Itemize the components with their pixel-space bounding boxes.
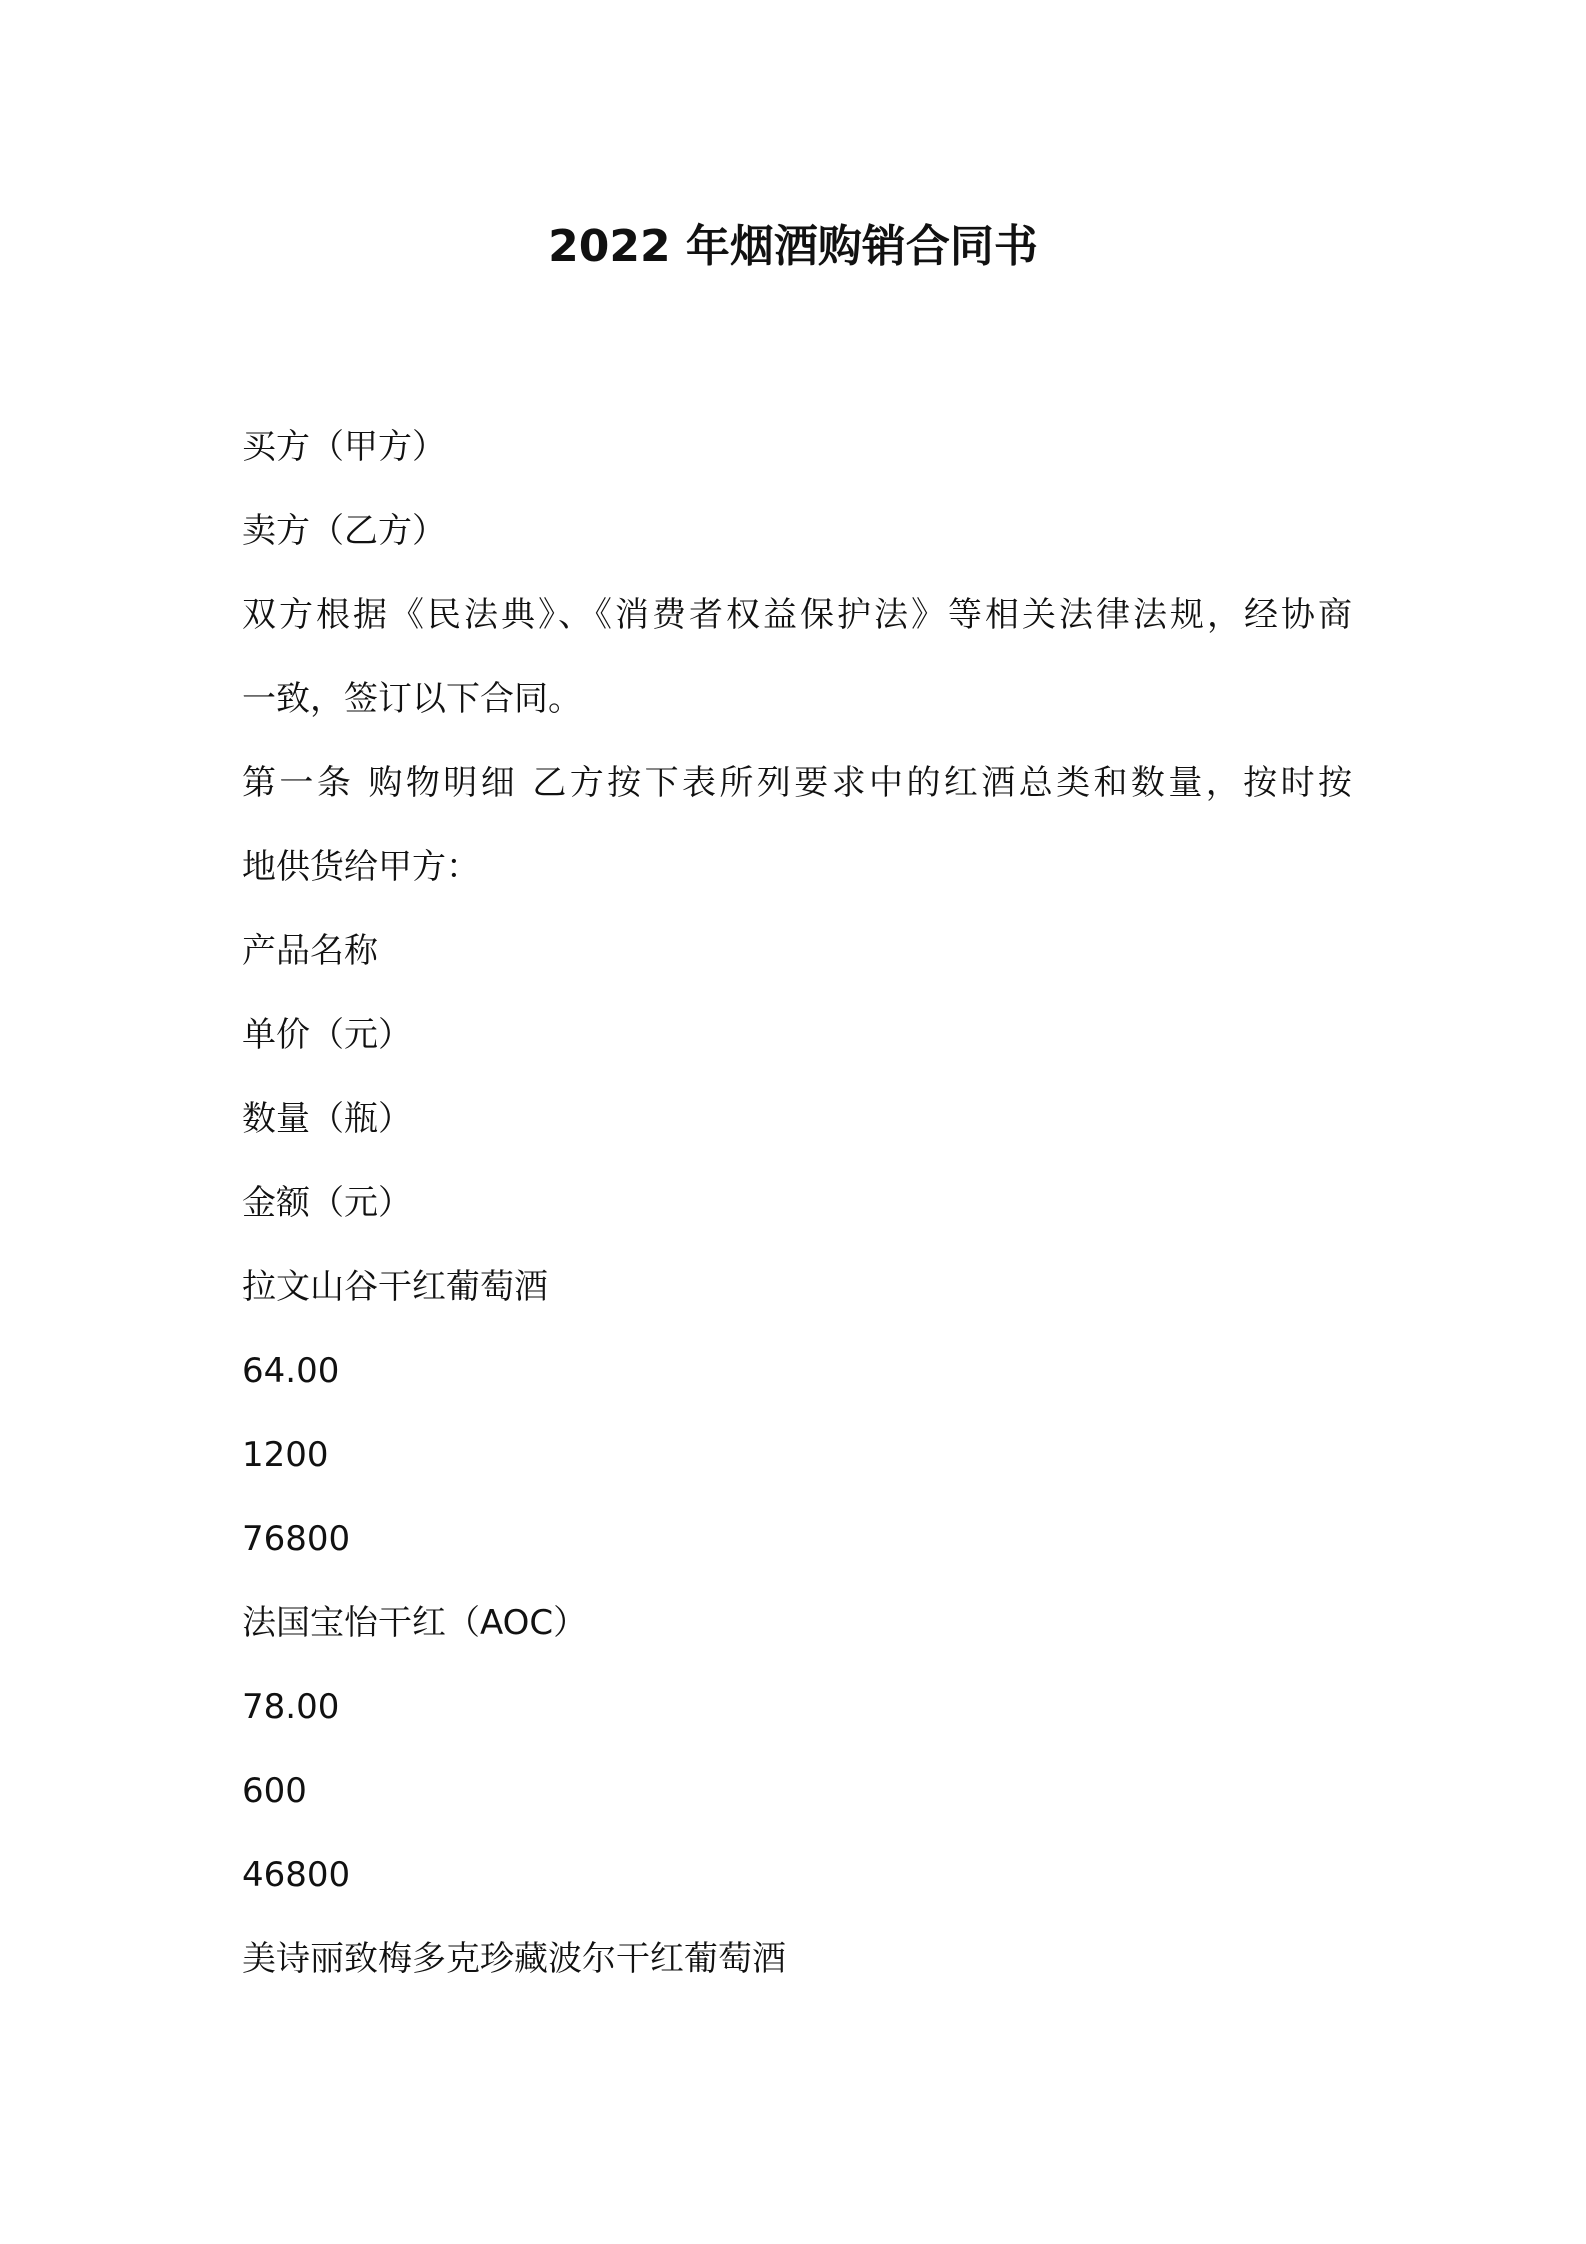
- document-title: 2022 年烟酒购销合同书: [548, 221, 1038, 272]
- product-2-quantity: 600: [242, 1771, 307, 1811]
- table-header-product-name: 产品名称: [242, 931, 378, 971]
- product-1-unit-price: 64.00: [242, 1351, 340, 1391]
- table-header-quantity: 数量（瓶）: [242, 1099, 412, 1139]
- seller-line: 卖方（乙方）: [242, 511, 446, 551]
- product-2-name: 法国宝怡干红（AOC）: [242, 1603, 588, 1643]
- product-1-name: 拉文山谷干红葡萄酒: [242, 1267, 548, 1307]
- table-header-unit-price: 单价（元）: [242, 1015, 412, 1055]
- product-3-name: 美诗丽致梅多克珍藏波尔干红葡萄酒: [242, 1939, 786, 1979]
- preamble-line-2: 一致，签订以下合同。: [242, 679, 582, 719]
- preamble-line-1: 双方根据《民法典》、《消费者权益保护法》等相关法律法规，经协商: [242, 595, 1352, 635]
- product-1-amount: 76800: [242, 1519, 351, 1559]
- document-body: [242, 405, 1362, 2001]
- table-header-amount: 金额（元）: [242, 1183, 412, 1223]
- article-one-line-1: 第一条 购物明细 乙方按下表所列要求中的红酒总类和数量，按时按: [242, 763, 1352, 803]
- product-2-unit-price: 78.00: [242, 1687, 340, 1727]
- buyer-line: 买方（甲方）: [242, 427, 446, 467]
- product-2-amount: 46800: [242, 1855, 351, 1895]
- product-1-quantity: 1200: [242, 1435, 329, 1475]
- article-one-line-2: 地供货给甲方：: [242, 847, 480, 887]
